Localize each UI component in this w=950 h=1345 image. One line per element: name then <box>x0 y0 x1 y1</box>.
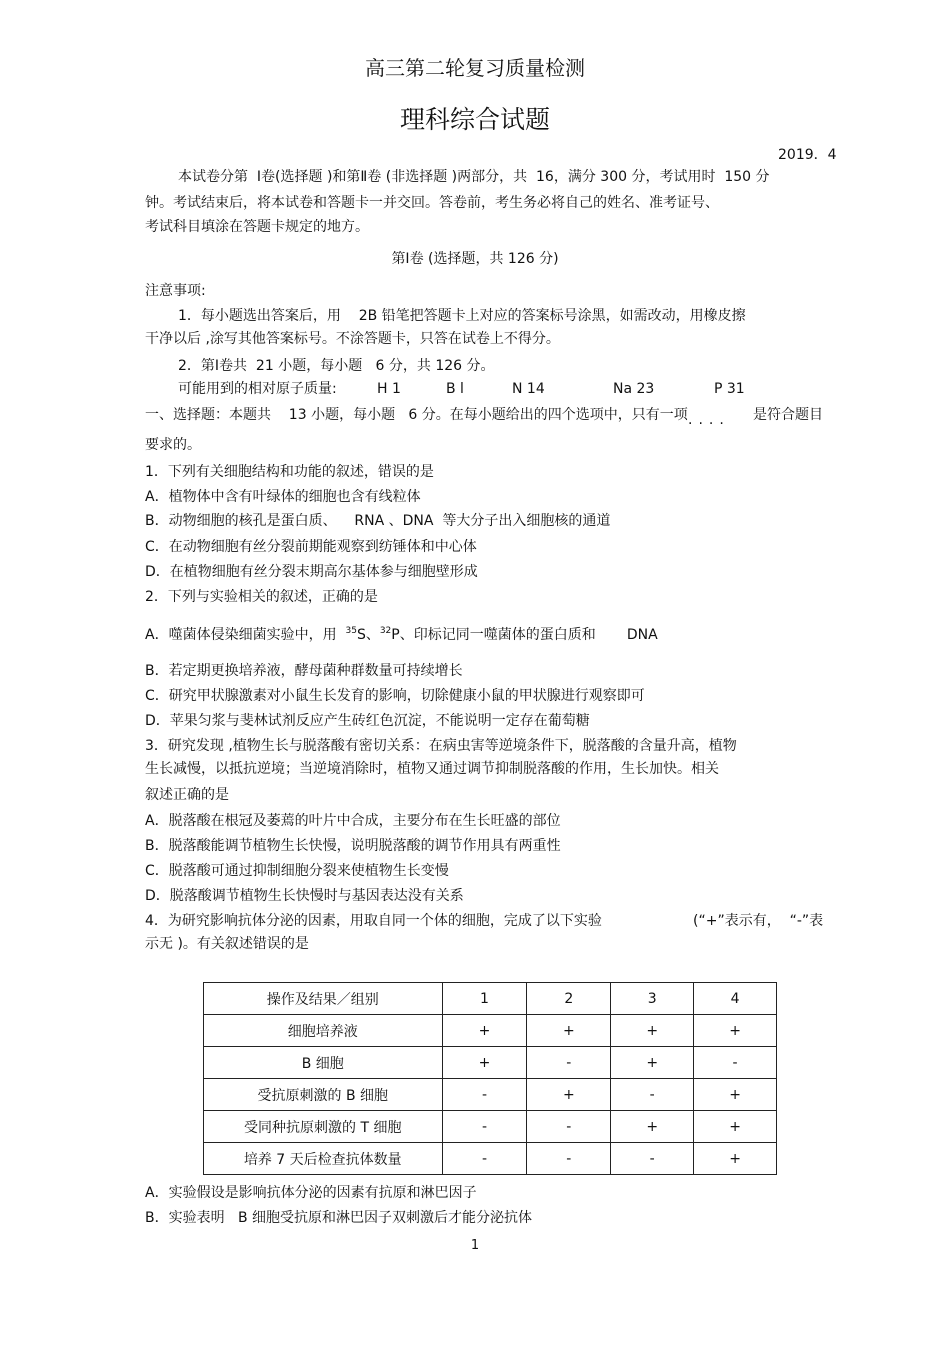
table-cell: - <box>611 1079 694 1111</box>
q4-option-a: A．实验假设是影响抗体分泌的因素有抗原和淋巴因子 <box>145 1185 477 1201</box>
isotope-35: 35 <box>345 626 357 636</box>
emphasis-dots: ···· <box>688 416 730 432</box>
q4-option-b: B．实验表明 B 细胞受抗原和淋巴因子双刺激后才能分泌抗体 <box>145 1210 533 1226</box>
table-cell: + <box>694 1143 777 1175</box>
table-cell: 受抗原刺激的 B 细胞 <box>204 1079 443 1111</box>
q2-option-a-pre: A．噬菌体侵染细菌实验中，用 <box>145 627 346 643</box>
table-header-cell: 3 <box>611 983 694 1015</box>
q3-option-c: C．脱落酸可通过抑制细胞分裂来使植物生长变慢 <box>145 863 449 879</box>
q1-option-c: C．在动物细胞有丝分裂前期能观察到纺锤体和中心体 <box>145 539 477 555</box>
table-cell: + <box>611 1047 694 1079</box>
table-cell: + <box>527 1079 611 1111</box>
table-cell: - <box>611 1143 694 1175</box>
table-cell: + <box>611 1015 694 1047</box>
q1-option-d: D．在植物细胞有丝分裂末期高尔基体参与细胞壁形成 <box>145 564 478 580</box>
q3-option-d: D．脱落酸调节植物生长快慢时与基因表达没有关系 <box>145 888 464 904</box>
table-cell: B 细胞 <box>204 1047 443 1079</box>
table-cell: + <box>442 1047 527 1079</box>
note-1-line-1: 1．每小题选出答案后，用 2B 铅笔把答题卡上对应的答案标号涂黑，如需改动，用橡皮擦 <box>178 308 746 324</box>
atomic-mass-label: 可能用到的相对原子质量: <box>178 381 337 397</box>
exam-title: 理科综合试题 <box>399 105 550 134</box>
table-cell: - <box>442 1111 527 1143</box>
q4-stem-1: 4．为研究影响抗体分泌的因素，用取自同一个体的细胞，完成了以下实验 <box>145 913 602 929</box>
isotope-32: 32 <box>379 626 392 636</box>
q4-stem-2: 示无 )。有关叙述错误的是 <box>145 936 309 952</box>
table-cell: + <box>527 1015 611 1047</box>
table-header-cell: 2 <box>527 983 611 1015</box>
q1-option-a: A．植物体中含有叶绿体的细胞也含有线粒体 <box>145 489 421 505</box>
table-header-cell: 操作及结果／组别 <box>204 983 443 1015</box>
experiment-table <box>203 982 777 1175</box>
table-cell: - <box>694 1047 777 1079</box>
table-cell: - <box>442 1143 527 1175</box>
q4-stem-1-end: (“+”表示有， “-”表 <box>693 913 824 929</box>
table-cell: + <box>694 1111 777 1143</box>
table-cell: - <box>442 1079 527 1111</box>
table-row <box>204 1047 777 1079</box>
intro-line-3: 考试科目填涂在答题卡规定的地方。 <box>145 219 369 235</box>
q1-stem: 1．下列有关细胞结构和功能的叙述，错误的是 <box>145 464 434 480</box>
atomic-mass-b: B l <box>446 381 464 397</box>
q2-stem: 2．下列与实验相关的叙述，正确的是 <box>145 589 378 605</box>
table-cell: + <box>694 1015 777 1047</box>
q3-stem-2: 生长减慢，以抵抗逆境；当逆境消除时，植物又通过调节抑制脱落酸的作用，生长加快。相关 <box>145 761 719 777</box>
note-2: 2．第Ⅰ卷共 21 小题，每小题 6 分，共 126 分。 <box>178 358 495 374</box>
q1-option-b: B．动物细胞的核孔是蛋白质、 RNA 、DNA 等大分子出入细胞核的通道 <box>145 513 611 529</box>
table-cell: + <box>611 1111 694 1143</box>
q3-option-a: A．脱落酸在根冠及萎蔫的叶片中合成，主要分布在生长旺盛的部位 <box>145 813 561 829</box>
q2-option-a <box>145 626 658 644</box>
atomic-mass-h: H 1 <box>377 381 401 397</box>
atomic-mass-p: P 31 <box>714 381 745 397</box>
sulfur-symbol: S、 <box>356 627 380 643</box>
table-header-cell: 4 <box>694 983 777 1015</box>
notes-label: 注意事项: <box>145 283 206 299</box>
table-cell: - <box>527 1047 611 1079</box>
q3-stem-1: 3．研究发现 ,植物生长与脱落酸有密切关系：在病虫害等逆境条件下，脱落酸的含量升高，植物 <box>145 738 737 754</box>
table-row <box>204 1111 777 1143</box>
table-header-row <box>204 983 777 1015</box>
q2-option-d: D．苹果匀浆与斐林试剂反应产生砖红色沉淀，不能说明一定存在葡萄糖 <box>145 713 590 729</box>
table-cell: 培养 7 天后检查抗体数量 <box>204 1143 443 1175</box>
table-cell: 细胞培养液 <box>204 1015 443 1047</box>
table-row <box>204 1015 777 1047</box>
part-one-instruction-2: 要求的。 <box>145 437 201 453</box>
table-cell: + <box>442 1015 527 1047</box>
note-1-line-2: 干净以后 ,涂写其他答案标号。不涂答题卡，只答在试卷上不得分。 <box>145 331 560 347</box>
intro-line-2: 钟。考试结束后，将本试卷和答题卡一并交回。答卷前，考生务必将自己的姓名、准考证号、 <box>145 195 719 211</box>
section-heading: 第Ⅰ卷 (选择题，共 126 分) <box>391 251 559 267</box>
q2-option-b: B．若定期更换培养液，酵母菌种群数量可持续增长 <box>145 663 463 679</box>
table-row <box>204 1143 777 1175</box>
exam-date: 2019．4 <box>778 147 837 163</box>
atomic-mass-na: Na 23 <box>613 381 655 397</box>
q2-option-a-post: P、印标记同一噬菌体的蛋白质和 DNA <box>391 627 658 643</box>
table-cell: 受同种抗原刺激的 T 细胞 <box>204 1111 443 1143</box>
table-cell: - <box>527 1111 611 1143</box>
table-cell: + <box>694 1079 777 1111</box>
part-one-instruction: 一、选择题：本题共 13 小题，每小题 6 分。在每小题给出的四个选项中，只有一项 <box>145 407 688 423</box>
table-row <box>204 1079 777 1111</box>
q3-stem-3: 叙述正确的是 <box>145 787 229 803</box>
intro-line-1: 本试卷分第 Ⅰ卷(选择题 )和第Ⅱ卷 (非选择题 )两部分，共 16，满分 300 分，考试用时 150 分 <box>178 169 770 185</box>
part-one-instruction-end: 是符合题目 <box>753 407 823 423</box>
table-cell: - <box>527 1143 611 1175</box>
exam-subtitle: 高三第二轮复习质量检测 <box>365 56 585 80</box>
q2-option-c: C．研究甲状腺激素对小鼠生长发育的影响，切除健康小鼠的甲状腺进行观察即可 <box>145 688 645 704</box>
q3-option-b: B．脱落酸能调节植物生长快慢，说明脱落酸的调节作用具有两重性 <box>145 838 561 854</box>
table-header-cell: 1 <box>442 983 527 1015</box>
page-number: 1 <box>470 1238 480 1253</box>
atomic-mass-n: N 14 <box>512 381 545 397</box>
